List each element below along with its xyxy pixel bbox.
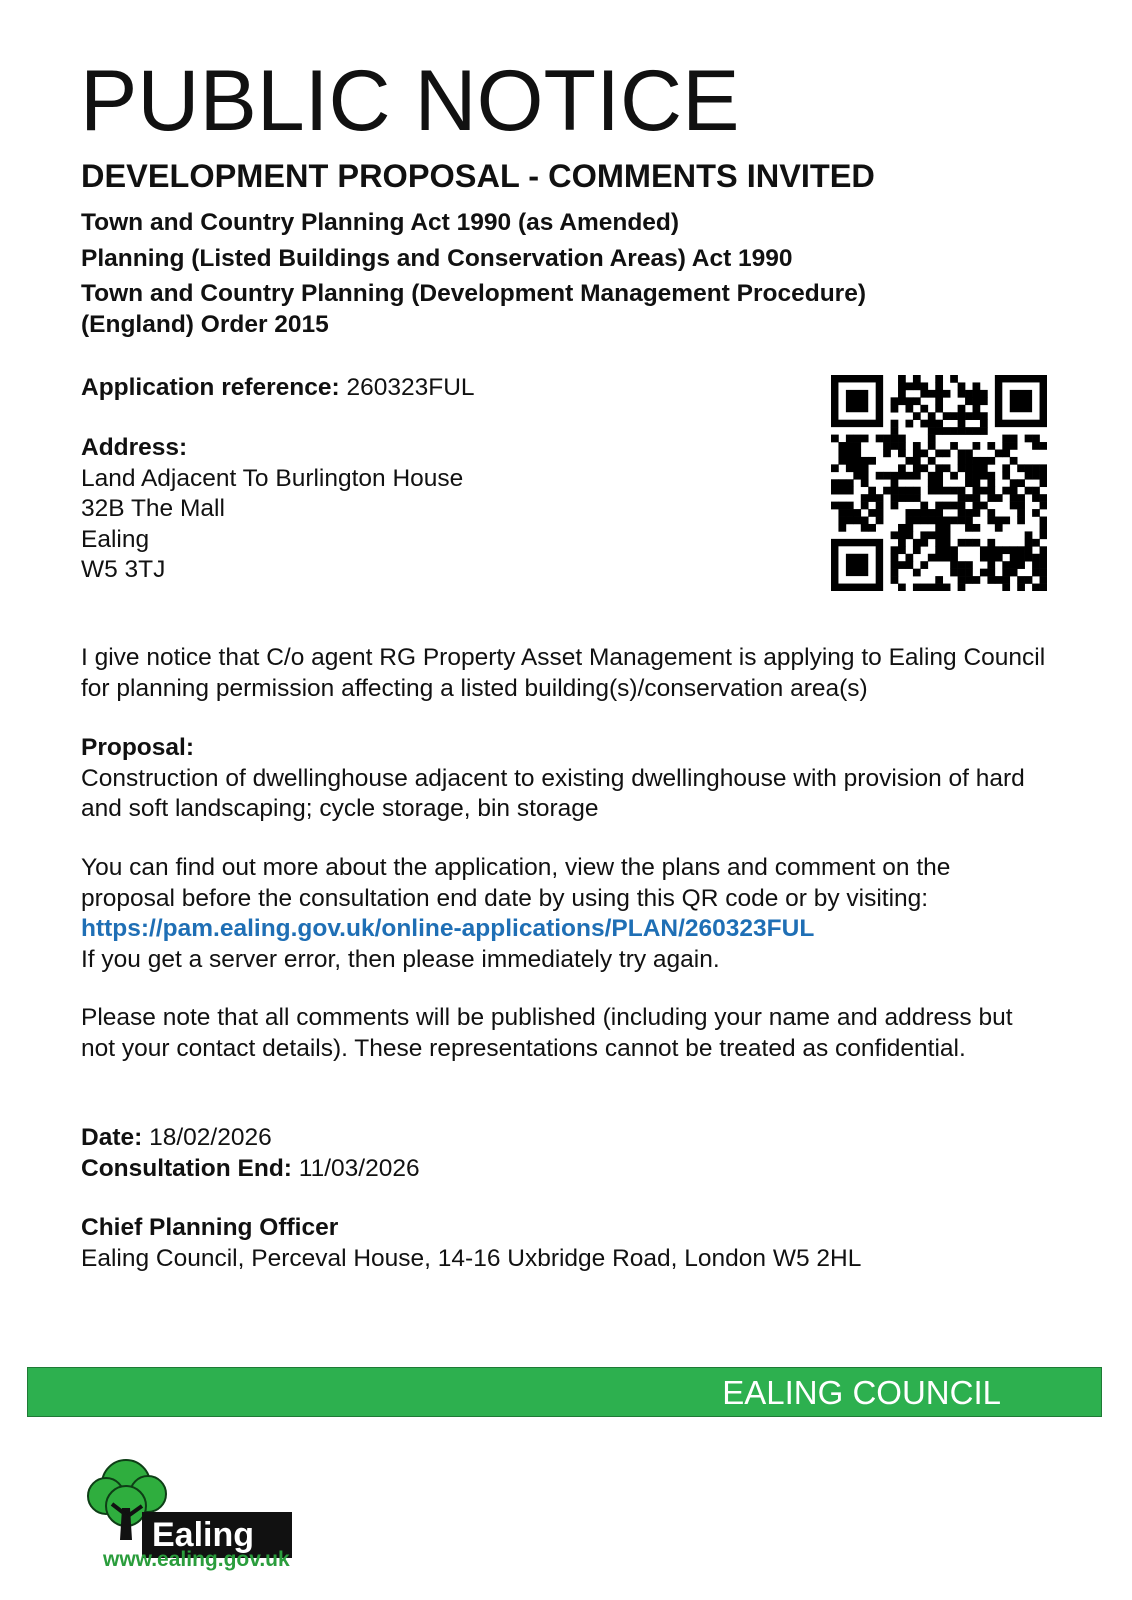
page-title: PUBLIC NOTICE [80,53,740,149]
address-block [81,433,463,586]
officer-title: Chief Planning Officer [81,1214,339,1241]
address-line: 32B The Mall [81,495,225,522]
consultation-end-value: 11/03/2026 [298,1154,420,1182]
officer-address: Ealing Council, Perceval House, 14-16 Uxbridge Road, London W5 2HL [81,1244,862,1272]
address-line: W5 3TJ [81,556,166,583]
consultation-end-label: Consultation End: [81,1154,292,1182]
proposal-label: Proposal: [81,734,194,761]
date-value: 18/02/2026 [149,1124,272,1151]
notice-text: I give notice that C/o agent RG Property Asset Management is applying to Ealing Council for planning permission affecting a listed building(s)/conservation area(s) [81,644,1046,702]
act-line: Planning (Listed Buildings and Conservation Areas) Act 1990 [81,244,793,272]
council-banner [27,1367,1102,1417]
legislation-list [81,208,981,345]
logo-url[interactable]: www.ealing.gov.uk [103,1548,290,1571]
application-link[interactable]: https://pam.ealing.gov.uk/online-applications/PLAN/260323FUL [81,915,815,942]
consultation-end-row [81,1154,420,1185]
act-line: Town and Country Planning Act 1990 (as Amended) [81,209,680,236]
qr-code[interactable] [831,375,1047,591]
subtitle: DEVELOPMENT PROPOSAL - COMMENTS INVITED [81,158,875,194]
reference-label: Application reference: [81,374,340,401]
address-label: Address: [81,434,188,461]
date-row [81,1123,420,1154]
more-info-block [81,853,1026,975]
dates-block [81,1123,420,1184]
logo-wordmark: Ealing [152,1516,255,1554]
application-reference [81,373,475,404]
banner-text: EALING COUNCIL [722,1374,1001,1411]
proposal-text: Construction of dwellinghouse adjacent to existing dwellinghouse with provision of hard and soft landscaping; cycle storage, bin storage [81,764,1025,822]
act-line: Town and Country Planning (Development Management Procedure) (England) Order 2015 [81,280,866,338]
more-info-text: You can find out more about the application, view the plans and comment on the proposal before the consultation end date by using this QR code or by visiting: [81,854,951,912]
proposal-block [81,733,1056,825]
reference-value: 260323FUL [346,374,475,401]
address-line: Ealing [81,525,150,553]
officer-block [81,1213,861,1274]
date-label: Date: [81,1124,143,1151]
address-line: Land Adjacent To Burlington House [81,464,464,492]
server-error-text: If you get a server error, then please immediately try again. [81,945,720,973]
publish-note: Please note that all comments will be published (including your name and address but not your contact details). These representations cannot be treated as confidential. [81,1004,1013,1062]
